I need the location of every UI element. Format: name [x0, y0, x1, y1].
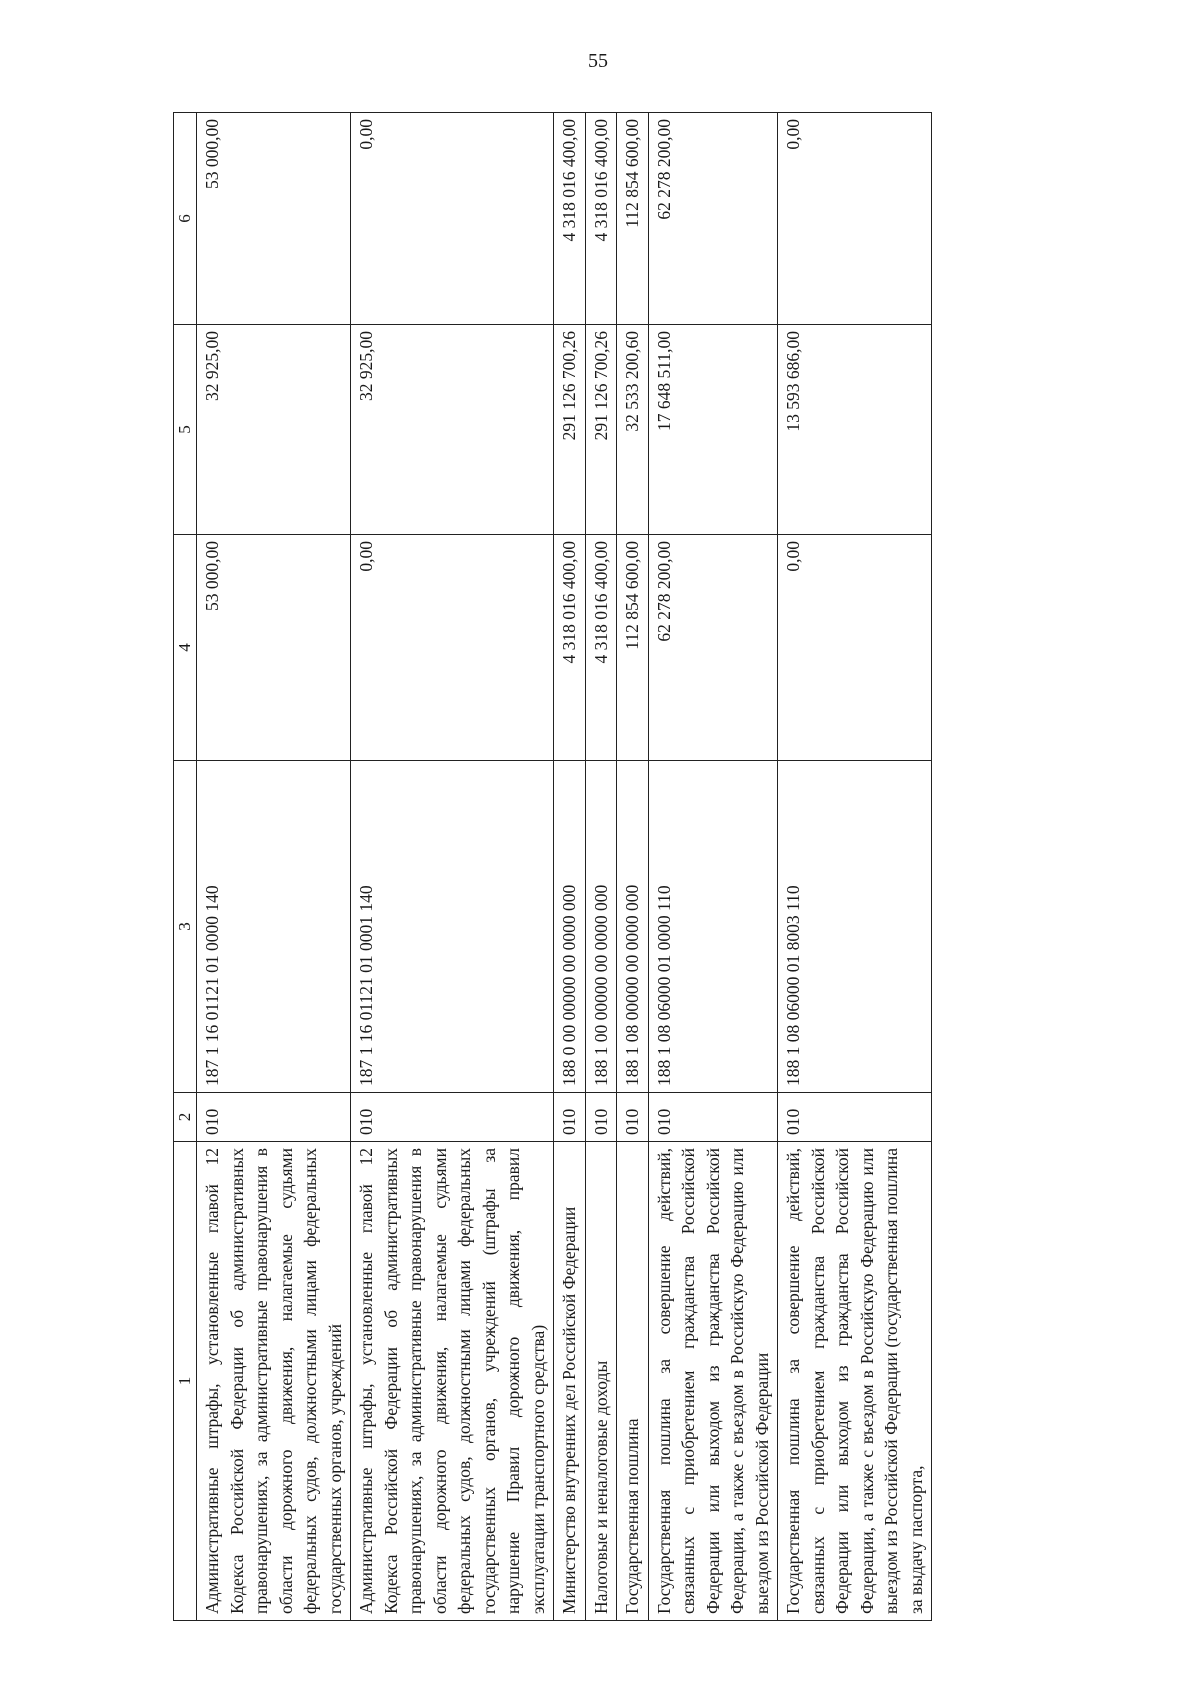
amount-col-6: 112 854 600,00: [617, 113, 649, 325]
amount-col-6: 4 318 016 400,00: [585, 113, 617, 325]
amount-col-5: 13 593 686,00: [778, 325, 932, 535]
row-code: 010: [778, 1093, 932, 1142]
column-header-4: 4: [174, 535, 197, 761]
amount-col-5: 291 126 700,26: [554, 325, 586, 535]
table-row: [585, 113, 617, 1621]
amount-col-4: 53 000,00: [197, 535, 351, 761]
row-description: Государственная пошлина: [617, 1142, 649, 1621]
amount-col-5: 17 648 511,00: [648, 325, 778, 535]
budget-classification-code: 188 1 08 00000 00 0000 000: [617, 761, 649, 1093]
budget-classification-code: 188 1 00 00000 00 0000 000: [585, 761, 617, 1093]
budget-classification-code: 187 1 16 01121 01 0000 140: [197, 761, 351, 1093]
table-row: [648, 113, 778, 1621]
amount-col-6: 0,00: [778, 113, 932, 325]
row-description: Административные штрафы, установленные главой 12 Кодекса Российской Федерации об административных правонарушениях, за административные правонарушения в области дорожного движения, налагаемые судьями федеральных судов, должностными лицами федеральных государственных органов, учреждений: [197, 1142, 351, 1621]
column-header-2: 2: [174, 1093, 197, 1142]
budget-classification-code: 187 1 16 01121 01 0001 140: [351, 761, 554, 1093]
amount-col-4: 4 318 016 400,00: [585, 535, 617, 761]
amount-col-4: 62 278 200,00: [648, 535, 778, 761]
row-description: Государственная пошлина за совершение действий, связанных с приобретением гражданства Российской Федерации или выходом из гражданства Российской Федерации, а также с въездом в Российскую Федерацию или выездом из Российской Федерации: [648, 1142, 778, 1621]
column-header-5: 5: [174, 325, 197, 535]
page-number: 55: [588, 50, 608, 72]
budget-classification-code: 188 1 08 06000 01 0000 110: [648, 761, 778, 1093]
column-header-1: 1: [174, 1142, 197, 1621]
rotated-table-frame: [173, 113, 1035, 1621]
row-code: 010: [554, 1093, 586, 1142]
row-description: Налоговые и неналоговые доходы: [585, 1142, 617, 1621]
budget-table: [173, 112, 932, 1621]
row-code: 010: [648, 1093, 778, 1142]
header-row: [174, 113, 197, 1621]
amount-col-6: 4 318 016 400,00: [554, 113, 586, 325]
amount-col-4: 4 318 016 400,00: [554, 535, 586, 761]
row-code: 010: [617, 1093, 649, 1142]
amount-col-5: 32 533 200,60: [617, 325, 649, 535]
amount-col-5: 32 925,00: [351, 325, 554, 535]
table-row: [778, 113, 932, 1621]
row-description: Административные штрафы, установленные главой 12 Кодекса Российской Федерации об административных правонарушениях, за административные правонарушения в области дорожного движения, налагаемые судьями федеральных судов, должностными лицами федеральных государственных органов, учреждений (штрафы за нарушение Правил дорожного движения, правил эксплуатации транспортного средства): [351, 1142, 554, 1621]
table-row: [351, 113, 554, 1621]
amount-col-5: 291 126 700,26: [585, 325, 617, 535]
table-row: [554, 113, 586, 1621]
row-code: 010: [585, 1093, 617, 1142]
amount-col-4: 112 854 600,00: [617, 535, 649, 761]
amount-col-6: 62 278 200,00: [648, 113, 778, 325]
row-description: Министерство внутренних дел Российской Федерации: [554, 1142, 586, 1621]
amount-col-5: 32 925,00: [197, 325, 351, 535]
column-header-3: 3: [174, 761, 197, 1093]
amount-col-6: 53 000,00: [197, 113, 351, 325]
table-row: [617, 113, 649, 1621]
budget-classification-code: 188 1 08 06000 01 8003 110: [778, 761, 932, 1093]
amount-col-6: 0,00: [351, 113, 554, 325]
row-code: 010: [351, 1093, 554, 1142]
table-row: [197, 113, 351, 1621]
budget-classification-code: 188 0 00 00000 00 0000 000: [554, 761, 586, 1093]
column-header-6: 6: [174, 113, 197, 325]
amount-col-4: 0,00: [778, 535, 932, 761]
row-code: 010: [197, 1093, 351, 1142]
row-description: Государственная пошлина за совершение действий, связанных с приобретением гражданства Российской Федерации или выходом из гражданства Российской Федерации, а также с въездом в Российскую Федерацию или выездом из Российской Федерации (государственная пошлина за выдачу паспорта,: [778, 1142, 932, 1621]
amount-col-4: 0,00: [351, 535, 554, 761]
